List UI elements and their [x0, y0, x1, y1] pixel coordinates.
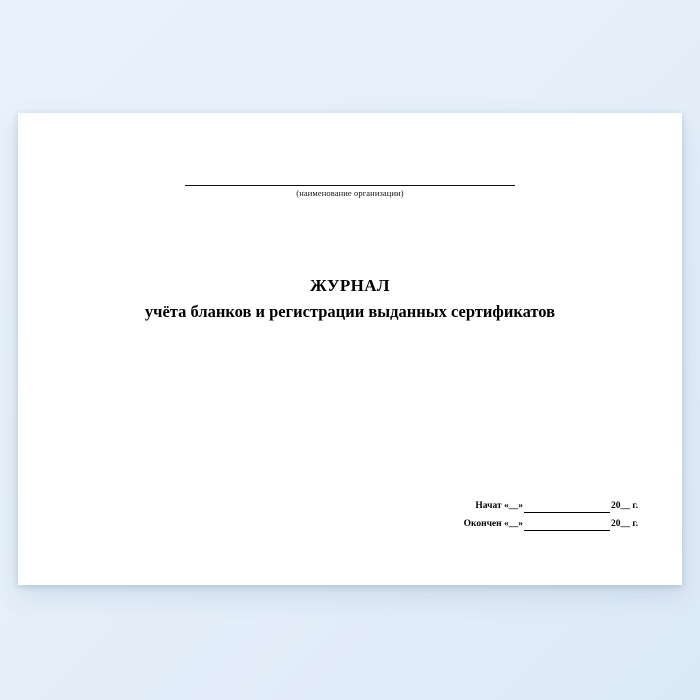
organization-name-blank-line: [185, 185, 515, 186]
document-page-content: [18, 113, 682, 585]
page-title: ЖУРНАЛ: [310, 276, 390, 295]
end-date-label: Окончен «__»: [463, 518, 523, 529]
title-block: [18, 275, 682, 323]
start-date-year: 20__ г.: [611, 500, 638, 511]
page-subtitle: учёта бланков и регистрации выданных сертификатов: [144, 302, 556, 322]
end-date-blank: [524, 530, 610, 531]
start-date-row: [464, 497, 638, 515]
organization-block: [18, 185, 682, 198]
organization-caption: (наименование организации): [296, 188, 404, 198]
dates-block: [464, 497, 638, 533]
document-page: [18, 113, 682, 585]
end-date-row: [464, 515, 638, 533]
start-date-label: Начат «__»: [475, 500, 523, 511]
start-date-blank: [524, 512, 610, 513]
end-date-year: 20__ г.: [611, 518, 638, 529]
